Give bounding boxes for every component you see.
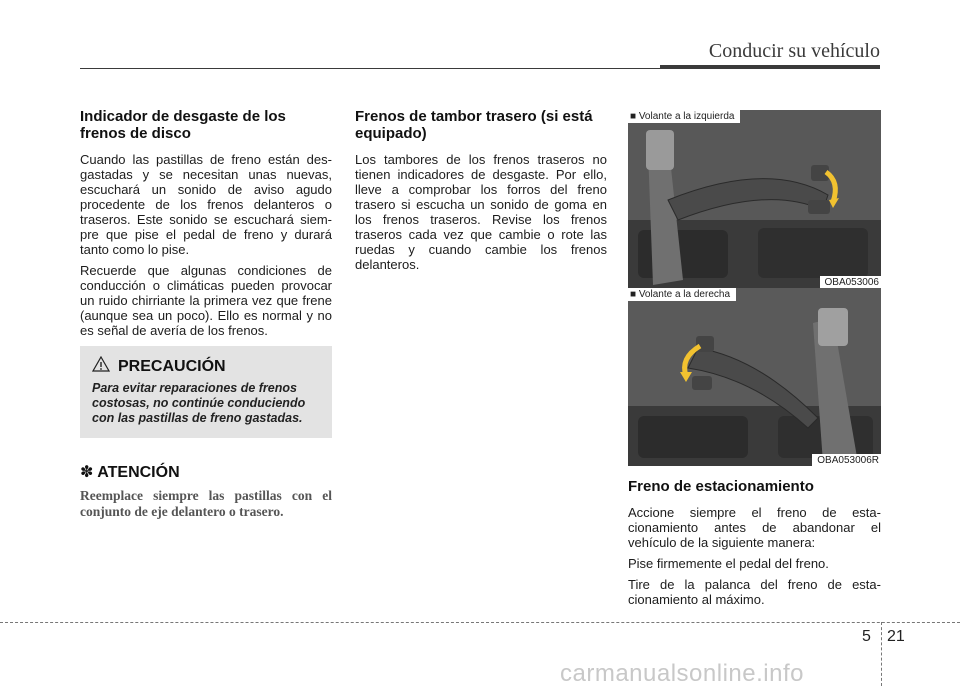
page-number: 21 [887, 628, 905, 645]
watermark: carmanualsonline.info [560, 660, 804, 687]
attention-body: Reemplace siempre las pastillas con el conjunto de eje delantero o trasero. [80, 488, 332, 519]
paragraph: Recuerde que algunas condiciones de conducción o climáticas pueden provocar un ruido chirriante la primera vez que frene (aunque sea un poco). Ello es normal y no es señal de avería de los frenos. [80, 263, 332, 338]
page-header-title: Conducir su vehículo [708, 40, 880, 62]
figure-caption: ■ Volante a la derecha [628, 288, 736, 301]
caution-title: PRECAUCIÓN [118, 357, 226, 375]
chapter-number: 5 [862, 628, 871, 645]
footer-separator [881, 622, 882, 686]
section-heading-drum-brakes: Frenos de tambor trasero (si está equipado) [355, 108, 593, 142]
paragraph: Accione siempre el freno de estacionamiento antes de abandonar el vehículo de la siguiente manera: [628, 505, 881, 550]
paragraph: Cuando las pastillas de freno están desgastadas y se necesitan unas nuevas, escuchará un sonido de aviso agudo procedente de los frenos delanteros o traseros. Este sonido se escuchará siempre que pise el pedal de freno y durará tanto como lo pise. [80, 152, 332, 257]
section-heading-parking-brake: Freno de estacionamiento [628, 478, 814, 495]
column-disc-brake-wear [80, 108, 332, 520]
parking-brake-lever-illustration [628, 110, 881, 288]
paragraph: Tire de la palanca del freno de estacionamiento al máximo. [628, 577, 881, 607]
figure-right-hand-drive [628, 288, 881, 466]
figure-code: OBA053006 [820, 276, 882, 288]
paragraph: Los tambores de los frenos traseros no tienen indicadores de desgaste. Por ello, lleve a comprobar los forros del freno trasero si escucha un sonido de goma en los frenos traseros. Revise los frenos traseros cada vez que cambie o rote las ruedas y cuando cambie los frenos delanteros. [355, 152, 607, 272]
paragraph: Pise firmemente el pedal del freno. [628, 556, 829, 571]
figure-left-hand-drive [628, 110, 881, 288]
figure-caption: ■ Volante a la izquierda [628, 110, 740, 123]
column-parking-brake [628, 110, 881, 613]
column-drum-brakes [355, 108, 607, 278]
warning-triangle-icon [92, 356, 110, 377]
caution-box [80, 346, 332, 438]
caution-body: Para evitar reparaciones de frenos costosas, no continúe conduciendo con las pastillas de freno gastadas. [92, 381, 306, 425]
attention-title: ✽ ATENCIÓN [80, 464, 180, 481]
section-heading-disc-wear: Indicador de desgaste de los frenos de disco [80, 108, 286, 142]
header-rule-accent [660, 65, 880, 69]
parking-brake-lever-illustration [628, 288, 881, 466]
figure-code: OBA053006R [812, 454, 881, 466]
footer-rule [0, 622, 960, 623]
